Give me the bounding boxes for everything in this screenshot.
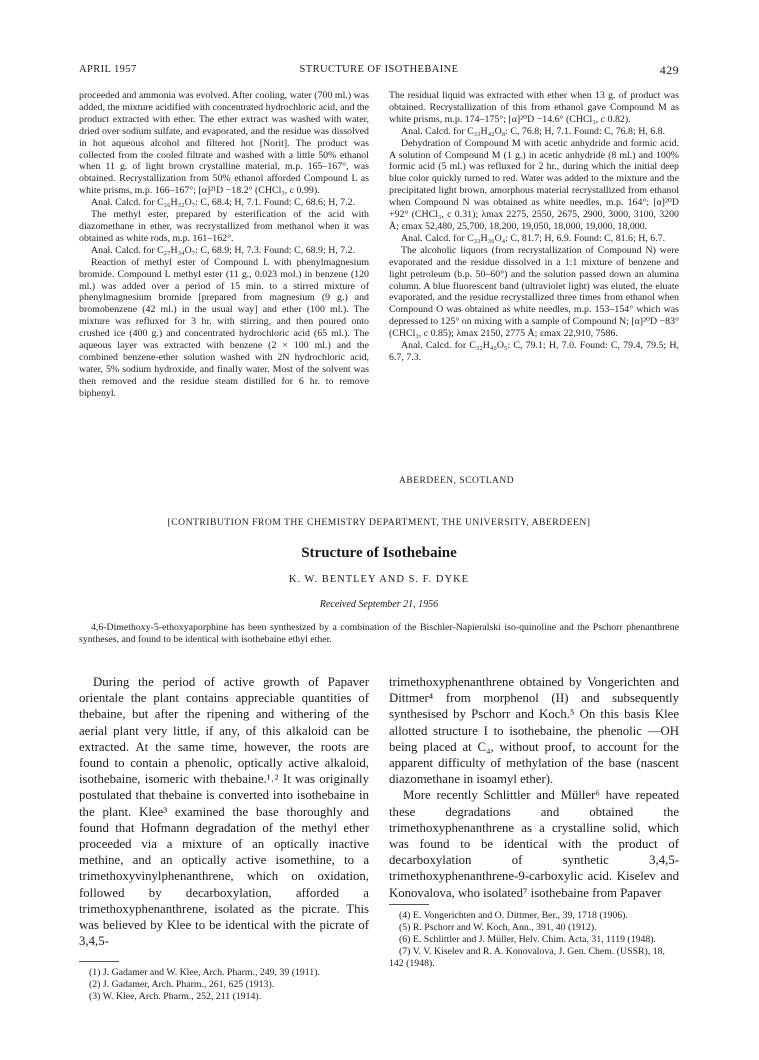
body-left-column (79, 674, 369, 949)
paragraph: Dehydration of Compound M with acetic anhydride and formic acid. A solution of Compound M (1 g.) in acetic anhydride (8 ml.) and 100% formic acid (5 ml.) was refluxed for 2 hr., during which the initial deep blue color quickly turned to red. Water was added to the mixture and the precipitated light brown, amorphous material recrystallized from ethanol when Compound N was obtained as white needles, m.p. 164°; [α]²⁰D +92° (CHCl₃, c 0.31); λmax 2275, 2550, 2675, 2900, 3000, 3100, 3200 Å; εmax 52,480, 25,700, 18,200, 19,050, 18,000, 19,000, 18,000. (389, 137, 679, 232)
running-header (79, 64, 679, 78)
article-authors: K. W. BENTLEY AND S. F. DYKE (288, 574, 470, 585)
paragraph: Anal. Calcd. for C₃₃H₃₆O₄: C, 81.7; H, 6.9. Found: C, 81.6; H, 6.7. (401, 232, 666, 244)
paragraph: Anal. Calcd. for C₂₆H₃₂O₇: C, 68.4; H, 7.1. Found: C, 68.6; H, 7.2. (91, 197, 356, 209)
header-date: APRIL 1957 (79, 64, 137, 75)
contribution-line: [CONTRIBUTION FROM THE CHEMISTRY DEPARTMENT, THE UNIVERSITY, ABERDEEN] (167, 517, 591, 528)
experimental-right-column (389, 90, 679, 364)
paragraph: Anal. Calcd. for C₃₃H₄₂O₈: C, 76.8; H, 7.1. Found: C, 76.8; H, 6.8. (401, 125, 666, 137)
paragraph: Anal. Calcd. for C₃₂H₄₀O₅: C, 79.1; H, 7.0. Found: C, 79.4, 79.5; H, 6.7, 7.3. (389, 340, 679, 363)
footnote: (2) J. Gadamer, Arch. Pharm., 261, 625 (1913). (89, 979, 275, 990)
paragraph: Reaction of methyl ester of Compound L with phenylmagnesium bromide. Compound L methyl ester (11 g., 0.023 mol.) in benzene (120 ml.) was added over a period of 15 min. to a stirred mixture of phenylmagnesium bromide [prepared from magnesium (9 g.) and bromobenzene (42 ml.) in the usual way] and ether (100 ml.). The mixture was refluxed for 3 hr. with stirring, and then poured onto crushed ice (400 g.) and concentrated hydrochloric acid (65 ml.). The aqueous layer was extracted with benzene (2 × 100 ml.) and the combined benzene-ether solution washed with 2N hydrochloric acid, water, 5% sodium hydroxide, and finally water. Most of the solvent was then removed and the residue steam distilled for 6 hr. to remove biphenyl. (79, 256, 369, 399)
footnote: (5) R. Pschorr and W. Koch, Ann., 391, 40 (1912). (399, 922, 597, 933)
footnote: (3) W. Klee, Arch. Pharm., 252, 211 (1914). (89, 991, 262, 1002)
paragraph: The methyl ester, prepared by esterification of the acid with diazomethane in ether, was recrystallized from methanol when it was obtained as white rods, m.p. 161–162°. (79, 209, 369, 244)
article-title: Structure of Isothebaine (301, 545, 457, 561)
paragraph: More recently Schlittler and Müller⁶ have repeated these degradations and obtained the trimethoxyphenanthrene as a crystalline solid, which was found to be identical with the product of decarboxylation of synthetic 3,4,5-trimethoxyphenanthrene-9-carboxylic acid. Kiselev and Konovalova, who isolated⁷ isothebaine from Papaver (389, 788, 679, 900)
paragraph: The alcoholic liquors (from recrystallization of Compound N) were evaporated and the residue dissolved in a 1:1 mixture of benzene and light petroleum (b.p. 50–60°) and the solution passed down an alumina column. A blue fluorescent band (ultraviolet light) was eluted, the eluate evaporated, and the residue recrystallized three times from ethanol when Compound O was obtained as white needles, m.p. 153–154° which was depressed to 125° on mixing with a sample of Compound N; [α]²⁰D −83° (CHCl₃, c 0.85); λmax 2150, 2775 Å; εmax 22,910, 7586. (389, 244, 679, 340)
experimental-left-column (79, 90, 369, 400)
author-location: ABERDEEN, SCOTLAND (399, 476, 515, 486)
paragraph: proceeded and ammonia was evolved. After cooling, water (700 ml.) was added, the mixture acidified with concentrated hydrochloric acid, and the product extracted with ether. The ether extract was washed with water, dried over sodium sulfate, and evaporated, and the residue was dissolved in hot aqueous alcohol and filtered hot [Norit]. The product was collected from the cooled filtrate and washed with a little 50% ethanol when 11 g. of light brown crystalline material, m.p. 165–167°, was obtained. Recrystallization from 50% ethanol afforded Compound L as white prisms, m.p. 166–167°; [α]²¹D −18.2° (CHCl₃, c 0.99). (79, 90, 369, 197)
paragraph: trimethoxyphenanthrene obtained by Vongerichten and Dittmer⁴ from morphenol (II) and subsequently synthesised by Pschorr and Koch.⁵ On this basis Klee allotted structure I to isothebaine, the phenolic —OH being placed at C₄, without proof, to account for the apparent difficulty of methylation of the base (nascent diazomethane in isoamyl ether). (389, 675, 679, 787)
header-title: STRUCTURE OF ISOTHEBAINE (299, 64, 459, 75)
abstract: 4,6-Dimethoxy-5-ethoxyaporphine has been synthesized by a combination of the Bischler-Napieralski iso-quinoline and the Pschorr phenanthrene syntheses, and found to be identical with isothebaine ethyl ether. (79, 622, 679, 645)
footnotes-right (389, 910, 679, 970)
paragraph: The residual liquid was extracted with ether when 13 g. of product was obtained. Recrystallization of this from ethanol gave Compound M as white prisms, m.p. 174–175°; [α]²⁰D −14.6° (CHCl₃, c 0.82). (389, 90, 679, 125)
footnote-rule-left (79, 961, 119, 962)
body-right-column (389, 674, 679, 901)
paragraph: During the period of active growth of Papaver orientale the plant contains appreciable quantities of thebaine, but after the ripening and withering of the aerial plant very little, if any, of this alkaloid can be extracted. At the same time, however, the roots are found to contain a phenolic, optically active alkaloid, isothebaine, isomeric with thebaine.¹˒² It was originally postulated that thebaine is converted into isothebaine in the plant. Klee³ examined the base thoroughly and found that Hofmann degradation of the methyl ether proceeded via a mixture of an optically inactive methine, and an optically active isomethine, to a trimethoxyvinylphenanthrene, which on oxidation, followed by decarboxylation, afforded a trimethoxyphenanthrene, isolated as the picrate. This was believed by Klee to be identical with the picrate of 3,4,5- (79, 675, 369, 949)
footnote: (4) E. Vongerichten and O. Dittmer, Ber., 39, 1718 (1906). (399, 910, 628, 921)
footnote: (7) V. V. Kiselev and R. A. Konovalova, J. Gen. Chem. (USSR), 18, 142 (1948). (389, 946, 665, 969)
footnote-rule-right (389, 904, 429, 905)
paragraph: Anal. Calcd. for C₂₇H₃₄O₇: C, 68.9; H, 7.3. Found: C, 68.9; H, 7.2. (91, 244, 356, 256)
page-number: 429 (659, 63, 679, 77)
received-date: Received September 21, 1956 (319, 599, 439, 610)
footnotes-left (79, 967, 369, 1003)
footnote: (1) J. Gadamer and W. Klee, Arch. Pharm., 249, 39 (1911). (89, 967, 320, 978)
footnote: (6) E. Schlittler and J. Müller, Helv. Chim. Acta, 31, 1119 (1948). (399, 934, 657, 945)
